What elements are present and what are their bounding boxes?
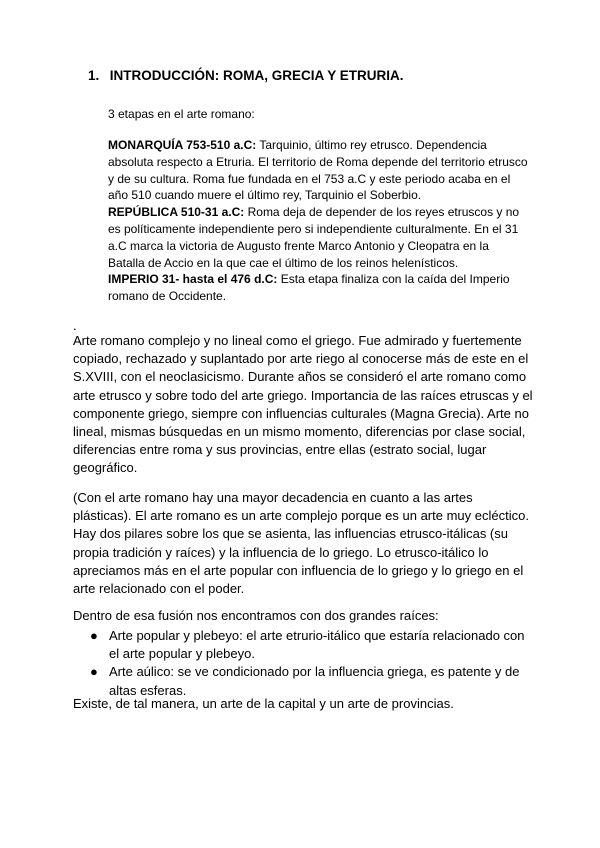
paragraph-1: Arte romano complejo y no lineal como el griego. Fue admirado y fuertemente copiado, rechazado y suplantado por arte riego al conocerse más de este en el S.XVIII, con el neoclasicismo. Durante años se consideró el arte romano como arte etrusco y sobre todo del arte griego. Importancia de las raíces etruscas y el componente griego, siempre con influencias culturales (Magna Grecia). Arte no lineal, mismas búsquedas en un mismo momento, diferencias por clase social, diferencias entre roma y sus provincias, entre ellas (estrato social, lugar geográfico.: [73, 333, 533, 476]
period-label: MONARQUÍA 753-510 a.C:: [108, 138, 257, 152]
heading-title: INTRODUCCIÓN: ROMA, GRECIA Y ETRURIA.: [109, 68, 404, 83]
stray-dot: .: [73, 318, 77, 333]
period-label: IMPERIO 31- hasta el 476 d.C:: [108, 272, 278, 287]
period-label: REPÚBLICA 510-31 a.C:: [108, 205, 245, 220]
period-text: Roma deja de depender de los reyes etruscos y no es políticamente independiente pero si independiente culturalmente. En el 31 a.C marca la victoria de Augusto frente Marco Antonio y Cleopatra en la Batalla de Accio en la que cae el último de los reinos helenísticos.: [108, 205, 520, 270]
period-text: Tarquinio, último rey etrusco. Dependencia absoluta respecto a Etruria. El territorio de Roma depende del territorio etrusco y de su cultura. Roma fue fundada en el 753 a.C y este periodo acaba en el año 510 cuando muere el último rey, Tarquinio el Soberbio.: [108, 138, 528, 203]
list-item-text: Arte popular y plebeyo: el arte etrurio-itálico que estaría relacionado con el arte popular y plebeyo.: [109, 628, 525, 662]
period-text: Esta etapa finaliza con la caída del Imperio romano de Occidente.: [108, 272, 510, 304]
heading-number: 1.: [88, 68, 100, 83]
section-heading: [88, 68, 404, 83]
bullet-icon: ●: [90, 628, 98, 643]
period-monarquia: [108, 137, 528, 204]
periods-list: [108, 137, 528, 305]
paragraph-2: (Con el arte romano hay una mayor decadencia en cuanto a las artes plásticas). El arte romano es un arte complejo porque es un arte muy ecléctico. Hay dos pilares sobre los que se asienta, las influencias etrusco-itálicas (su propia tradición y raíces) y la influencia de lo griego. Lo etrusco-itálico lo apreciamos más en el arte popular con influencia de lo griego y lo griego en el arte relacionado con el poder.: [73, 490, 529, 597]
period-imperio: [108, 271, 528, 305]
list-item-text: Arte aúlico: se ve condicionado por la influencia griega, es patente y de altas esferas.: [109, 664, 520, 698]
bullet-icon: ●: [90, 664, 98, 680]
intro-text: 3 etapas en el arte romano:: [108, 107, 255, 121]
closing-text: Existe, de tal manera, un arte de la capital y un arte de provincias.: [73, 696, 454, 711]
paragraph-3: Dentro de esa fusión nos encontramos con dos grandes raíces:: [73, 608, 439, 623]
period-republica: [108, 204, 528, 271]
roots-list: [73, 627, 533, 700]
list-item: [73, 627, 533, 663]
